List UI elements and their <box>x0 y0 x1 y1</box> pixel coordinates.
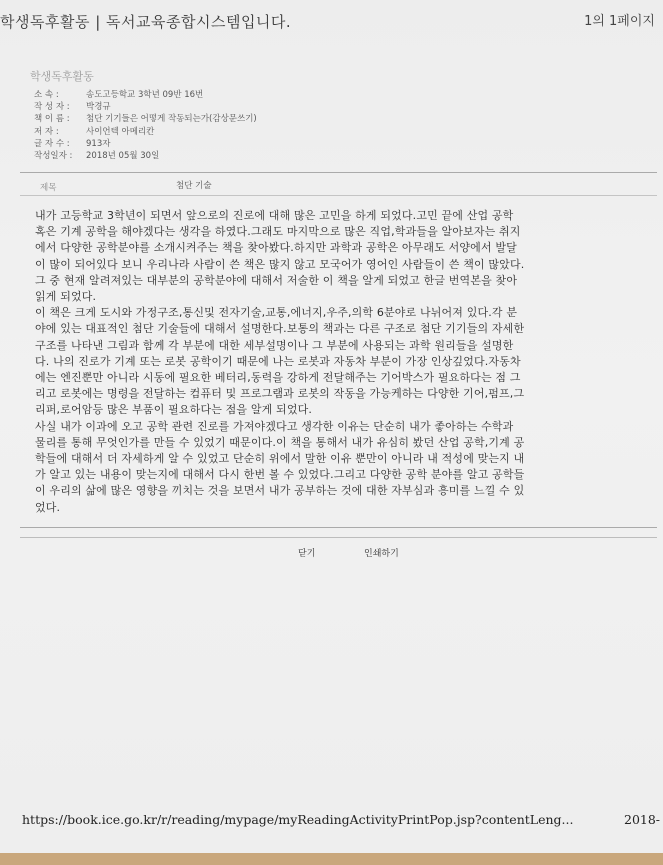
essay-line: 야에 있는 대표적인 첨단 기술들에 대해서 설명한다.보통의 책과는 다른 구조로 첨단 기기들의 자세한 <box>35 322 525 336</box>
essay-line: 다. 나의 진로가 기계 또는 로봇 공학이기 때문에 나는 로봇과 자동차 부분이 가장 인상깊었다.자동차 <box>35 354 521 368</box>
essay-line: 이 많이 되어있다 보니 우리나라 사람이 쓴 책은 많지 않고 모국어가 영어인 사람들이 쓴 책이 많았다. <box>35 257 525 271</box>
meta-label: 작 성 자 : <box>34 102 70 113</box>
meta-row-author-student <box>34 101 257 113</box>
divider <box>20 537 657 538</box>
meta-label: 글 자 수 : <box>34 138 70 149</box>
close-button[interactable]: 닫기 <box>298 546 315 559</box>
meta-value: 송도고등학교 3학년 09반 16번 <box>86 90 204 100</box>
essay-line: 가 알고 있는 내용이 맞는지에 대해서 다시 한번 볼 수 있었다.그리고 다양한 공학 분야를 알고 공학들 <box>35 468 525 482</box>
essay-line: 리퍼,로어암등 많은 부품이 필요하다는 점을 알게 되었다. <box>35 403 313 417</box>
essay-line: 읽게 되었다. <box>35 290 97 304</box>
meta-value: 사이언텍 아메리칸 <box>86 126 155 137</box>
meta-row-book-title <box>34 113 257 125</box>
subject-label: 제목 <box>40 183 57 193</box>
essay-line: 이 책은 크게 도시와 가정구조,통신및 전자기술,교통,에너지,우주,의학 6분야로 나뉘어져 있다.각 분 <box>35 306 518 320</box>
meta-label: 소 속 : <box>34 90 59 100</box>
meta-label: 책 이 름 : <box>34 114 70 125</box>
page-header-title: 학생독후활동 | 독서교육종합시스템입니다. <box>0 13 292 31</box>
essay-line: 이 우리의 삶에 많은 영향을 끼치는 것을 보면서 내가 공부하는 것에 대한 자부심과 흥미를 느낄 수 있 <box>35 484 525 498</box>
essay-line: 물리를 통해 무엇인가를 만들 수 있었기 때문이다.이 책을 통해서 내가 유심히 봤던 산업 공학,기계 공 <box>35 435 525 449</box>
meta-row-char-count <box>34 138 257 150</box>
book-info-block <box>34 89 257 162</box>
essay-line: 구조를 나타낸 그림과 함께 각 부분에 대한 세부설명이나 그 부분에 사용되는 과학 원리들을 설명한 <box>35 338 514 352</box>
meta-value: 913자 <box>86 138 111 149</box>
essay-line: 에서 다양한 공학분야를 소개시켜주는 책을 찾아봤다.하지만 과학과 공학은 아무래도 서양에서 발달 <box>35 241 517 255</box>
meta-label: 작성일자 : <box>34 151 73 162</box>
essay-line: 었다. <box>35 500 61 514</box>
essay-line: 리고 로봇에는 명령을 전달하는 컴퓨터 및 프로그램과 로봇의 작동을 가능케하는 다양한 기어,펌프,그 <box>35 387 525 401</box>
essay-body <box>35 208 655 516</box>
meta-value: 박경규 <box>86 102 111 113</box>
essay-line: 혹은 기계 공학을 해야겠다는 생각을 하였다.그래도 마지막으로 많은 직업,학과들을 알아보자는 취지 <box>35 225 521 239</box>
footer-url: https://book.ice.go.kr/r/reading/mypage/myReadingActivityPrintPop.jsp?contentLeng... <box>22 812 574 827</box>
meta-label: 저 자 : <box>34 126 59 137</box>
meta-value: 2018년 05월 30일 <box>86 151 160 162</box>
divider <box>20 172 657 173</box>
essay-line: 그 중 현재 알려져있는 대부분의 공학분야에 대해서 저술한 이 책을 알게 되었고 한글 번역본을 찾아 <box>35 273 518 287</box>
page-indicator: 1의 1페이지 <box>584 14 655 29</box>
divider <box>20 527 657 528</box>
essay-line: 에는 엔진뿐만 아니라 시동에 필요한 베터리,동력을 강하게 전달해주는 기어박스가 필요하다는 점 그 <box>35 371 521 385</box>
meta-row-date <box>34 150 257 162</box>
meta-row-book-author <box>34 126 257 138</box>
essay-line: 내가 고등학교 3학년이 되면서 앞으로의 진로에 대해 많은 고민을 하게 되었다.고민 끝에 산업 공학 <box>35 209 514 222</box>
meta-row-affiliation <box>34 89 257 101</box>
section-title: 학생독후활동 <box>30 70 94 83</box>
footer-date: 2018- <box>624 812 661 827</box>
divider <box>20 195 657 196</box>
essay-line: 학들에 대해서 더 자세하게 알 수 있었고 단순히 위에서 말한 이유 뿐만이 아니라 내 적성에 맞는지 내 <box>35 452 525 466</box>
meta-value: 첨단 기기들은 어떻게 작동되는가(감상문쓰기) <box>86 114 257 125</box>
print-button[interactable]: 인쇄하기 <box>364 546 399 559</box>
essay-line: 사실 내가 이과에 오고 공학 관련 진로를 가져야겠다고 생각한 이유는 단순히 내가 좋아하는 수학과 <box>35 419 514 433</box>
subject-value: 첨단 기술 <box>176 181 212 191</box>
